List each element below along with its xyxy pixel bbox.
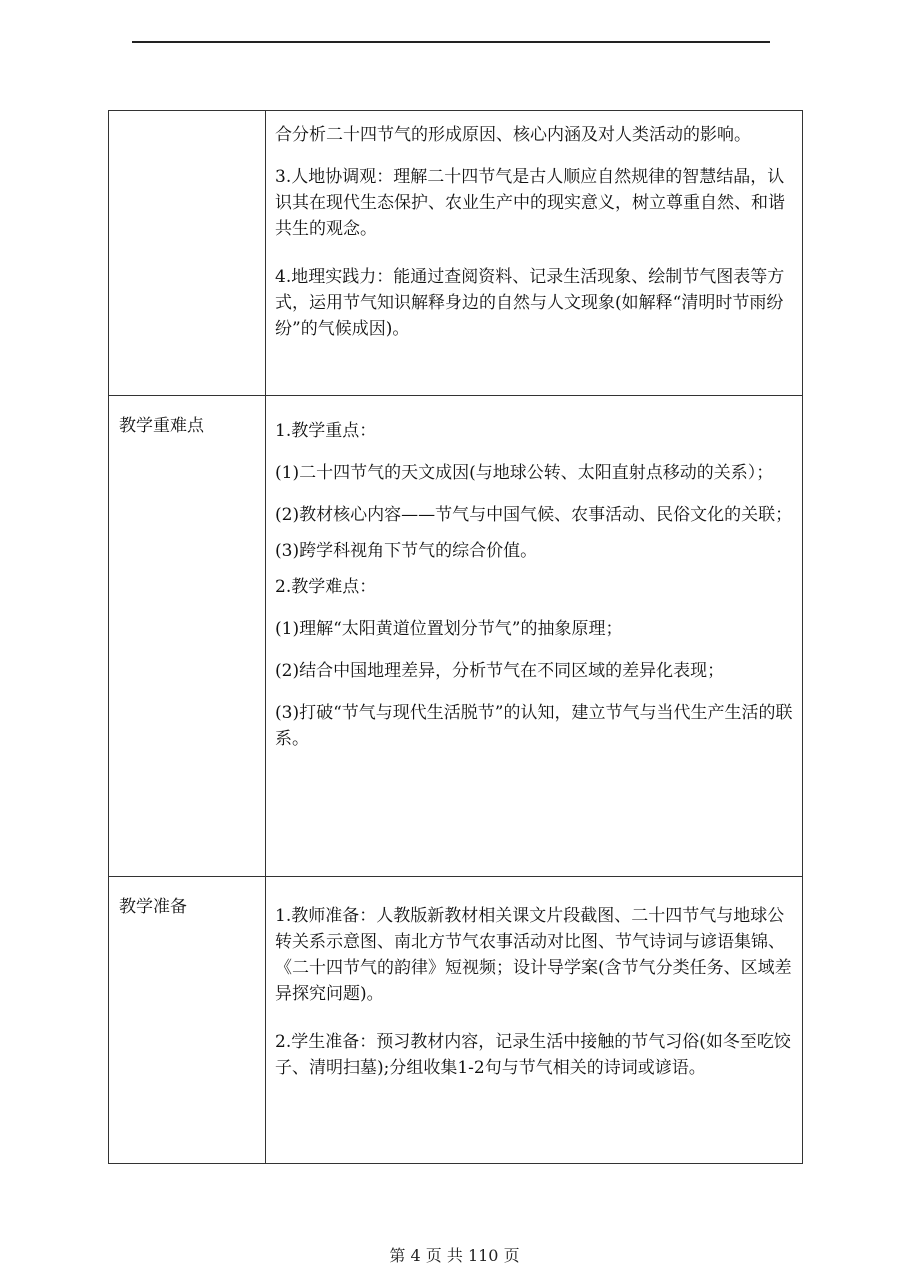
row-label-cell	[109, 396, 266, 877]
row-label: 教学重难点	[119, 416, 204, 436]
row-label: 教学准备	[119, 897, 187, 917]
objective-paragraph: 3.人地协调观：理解二十四节气是古人顺应自然规律的智慧结晶，认识其在现代生态保护、农业生产中的现实意义，树立尊重自然、和谐共生的观念。	[275, 167, 785, 239]
key-point-item: (1)二十四节气的天文成因(与地球公转、太阳直射点移动的关系）；	[275, 463, 774, 483]
key-points-heading: 1.教学重点：	[275, 421, 377, 441]
page-number: 第 4 页 共 110 页	[389, 1246, 520, 1265]
difficult-point-item: (1)理解“太阳黄道位置划分节气”的抽象原理；	[275, 619, 623, 639]
table-row-key-difficult-points	[109, 396, 803, 877]
key-point-item: (2)教材核心内容——节气与中国气候、农事活动、民俗文化的关联；	[275, 505, 793, 525]
difficult-points-heading: 2.教学难点：	[275, 577, 377, 597]
teacher-preparation: 1.教师准备：人教版新教材相关课文片段截图、二十四节气与地球公转关系示意图、南北方节气农事活动对比图、节气诗词与谚语集锦、《二十四节气的韵律》短视频；设计导学案(含节气分类任务、区域差异探究问题)。	[275, 906, 792, 1004]
header-rule	[132, 41, 770, 43]
preparation-content-cell	[266, 877, 803, 1164]
lesson-plan-table	[108, 110, 803, 1164]
key-difficult-content-cell	[266, 396, 803, 877]
row-label-cell	[109, 877, 266, 1164]
difficult-point-item: (2)结合中国地理差异，分析节气在不同区域的差异化表现；	[275, 661, 725, 681]
table-row-objectives	[109, 111, 803, 396]
row-label	[109, 111, 265, 129]
objective-paragraph: 合分析二十四节气的形成原因、核心内涵及对人类活动的影响。	[275, 125, 751, 145]
student-preparation: 2.学生准备：预习教材内容，记录生活中接触的节气习俗(如冬至吃饺子、清明扫墓);分组收集1-2句与节气相关的诗词或谚语。	[275, 1032, 791, 1078]
difficult-point-item: (3)打破“节气与现代生活脱节”的认知，建立节气与当代生产生活的联系。	[275, 703, 793, 749]
key-point-item: (3)跨学科视角下节气的综合价值。	[275, 541, 538, 561]
objective-paragraph: 4.地理实践力：能通过查阅资料、记录生活现象、绘制节气图表等方式，运用节气知识解释身边的自然与人文现象(如解释“清明时节雨纷纷”的气候成因)。	[275, 267, 785, 339]
objectives-content-cell	[266, 111, 803, 396]
row-label-cell	[109, 111, 266, 396]
table-row-preparation	[109, 877, 803, 1164]
